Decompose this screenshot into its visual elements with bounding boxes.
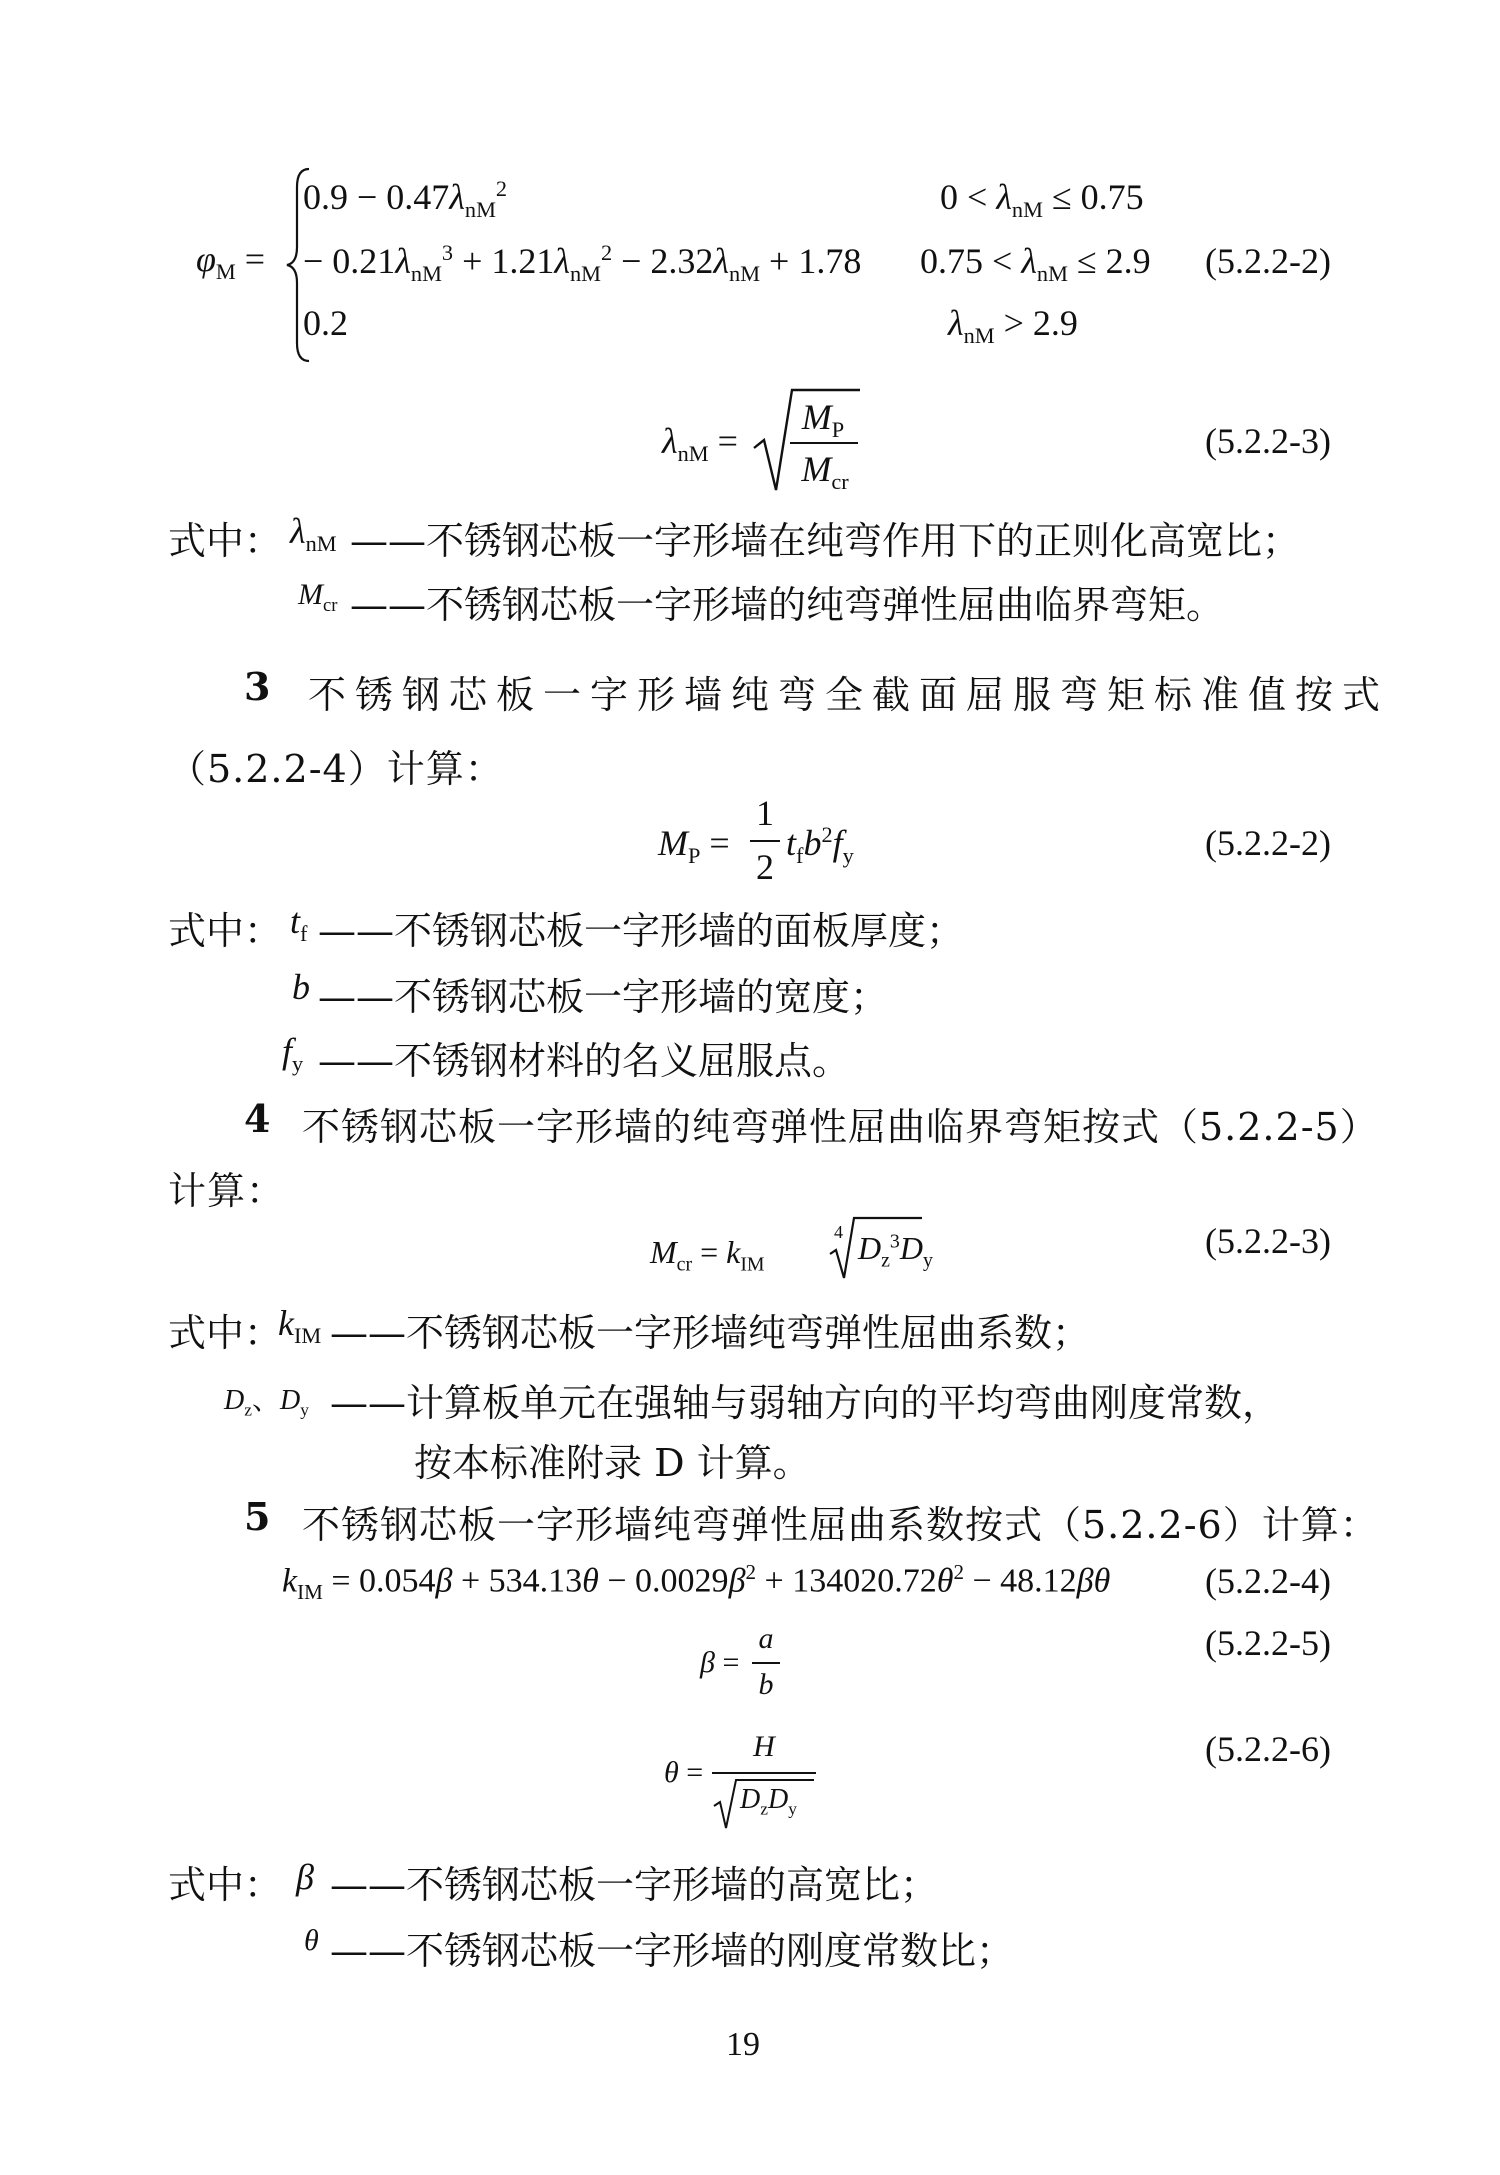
where-prefix: 式中： bbox=[168, 1863, 283, 1907]
phi-case-1-cond: $0 < \lambda_{nM} \le 0.75$ bbox=[940, 177, 1144, 223]
where-continuation: 按本标准附录 D 计算。 bbox=[414, 1441, 811, 1485]
where-prefix: 式中： bbox=[168, 909, 283, 953]
where-symbol: $\lambda_{nM}$ bbox=[290, 511, 337, 557]
where-symbol: b bbox=[292, 967, 310, 1007]
theta-num: H bbox=[753, 1730, 775, 1763]
page-number: 19 bbox=[726, 2026, 760, 2063]
mcr-radicand: $D_z^3D_y$ bbox=[858, 1230, 933, 1272]
where-symbol: $D_z$、$D_y$ bbox=[224, 1385, 309, 1420]
mp-lhs: $M_P$ = bbox=[658, 823, 730, 869]
phi-lhs: $\varphi_M$ = bbox=[196, 239, 266, 285]
equation-number: (5.2.2-2) bbox=[1205, 823, 1331, 863]
phi-case-3-expr: 0.2 bbox=[303, 303, 348, 343]
where-symbol: $M_{cr}$ bbox=[298, 578, 338, 616]
lambda-num: $M_P$ bbox=[801, 397, 845, 443]
fraction-bar bbox=[752, 1662, 780, 1664]
theta-radicand: $D_zD_y$ bbox=[740, 1784, 797, 1819]
mp-rhs: $t_fb^2f_y$ bbox=[786, 822, 854, 869]
paragraph-line: 不锈钢芯板一字形墙纯弯全截面屈服弯矩标准值按式 bbox=[308, 673, 1390, 717]
equation-number: (5.2.2-4) bbox=[1205, 1561, 1331, 1601]
paragraph-line: （5.2.2-4）计算： bbox=[168, 747, 504, 791]
kim-expression: $k_{IM} = 0.054\beta + 534.13\theta - 0.0029\beta^2 + 134020.72\theta^2 - 48.12\beta\theta$ bbox=[282, 1560, 1111, 1605]
where-symbol: $f_y$ bbox=[282, 1031, 304, 1077]
where-description: ——不锈钢芯板一字形墙的宽度； bbox=[318, 975, 889, 1019]
phi-case-2-expr: − $0.21\lambda_{nM}^3 + 1.21\lambda_{nM}^2 - 2.32\lambda_{nM} + 1.78$ bbox=[303, 240, 862, 287]
where-description: ——不锈钢芯板一字形墙的面板厚度； bbox=[318, 909, 965, 953]
mcr-lhs: $M_{cr} = k_{IM}$ bbox=[650, 1234, 765, 1276]
paragraph-line: 计算： bbox=[168, 1169, 286, 1213]
equation-number: (5.2.2-2) bbox=[1205, 241, 1331, 281]
where-prefix: 式中： bbox=[168, 519, 283, 563]
fraction-bar bbox=[790, 442, 858, 444]
where-symbol: $t_f$ bbox=[290, 901, 308, 947]
equation-number: (5.2.2-5) bbox=[1205, 1623, 1331, 1663]
where-symbol: $k_{IM}$ bbox=[278, 1303, 322, 1349]
paragraph-line: 不锈钢芯板一字形墙纯弯弹性屈曲系数按式（5.2.2-6）计算： bbox=[302, 1503, 1379, 1547]
where-description: ——不锈钢芯板一字形墙的纯弯弹性屈曲临界弯矩。 bbox=[350, 583, 1225, 627]
mp-frac-num: 1 bbox=[756, 793, 774, 833]
where-prefix: 式中： bbox=[168, 1311, 283, 1355]
where-description: ——不锈钢芯板一字形墙在纯弯作用下的正则化高宽比； bbox=[350, 519, 1301, 563]
beta-lhs: β = bbox=[700, 1646, 740, 1679]
beta-den: b bbox=[758, 1668, 774, 1701]
beta-num: a bbox=[758, 1622, 774, 1655]
fraction-bar bbox=[750, 840, 780, 842]
where-description: ——计算板单元在强轴与弱轴方向的平均弯曲刚度常数， bbox=[330, 1381, 1281, 1425]
clause-number: 5 bbox=[244, 1494, 272, 1539]
lambda-lhs: $\lambda_{nM}$ = bbox=[662, 421, 738, 467]
lambda-den: $M_{cr}$ bbox=[801, 449, 849, 495]
where-description: ——不锈钢芯板一字形墙纯弯弹性屈曲系数； bbox=[330, 1311, 1091, 1355]
phi-case-1-expr: $0.9 - 0.47\lambda_{nM}^2$ bbox=[303, 176, 508, 223]
clause-number: 3 bbox=[244, 664, 272, 709]
phi-case-3-cond: $\lambda_{nM} > 2.9$ bbox=[948, 303, 1078, 349]
theta-lhs: θ = bbox=[664, 1756, 704, 1789]
clause-number: 4 bbox=[244, 1096, 272, 1141]
where-description: ——不锈钢芯板一字形墙的高宽比； bbox=[330, 1863, 939, 1907]
mp-frac-den: 2 bbox=[756, 847, 774, 887]
paragraph-line: 不锈钢芯板一字形墙的纯弯弹性屈曲临界弯矩按式（5.2.2-5） bbox=[302, 1105, 1379, 1149]
where-symbol: θ bbox=[304, 1924, 319, 1957]
where-symbol: β bbox=[296, 1857, 314, 1897]
root-index: 4 bbox=[834, 1222, 843, 1242]
where-description: ——不锈钢材料的名义屈服点。 bbox=[318, 1039, 851, 1083]
equation-number: (5.2.2-3) bbox=[1205, 1221, 1331, 1261]
where-description: ——不锈钢芯板一字形墙的刚度常数比； bbox=[330, 1929, 1015, 1973]
phi-case-2-cond: $0.75 < \lambda_{nM} \le 2.9$ bbox=[920, 241, 1151, 287]
equation-number: (5.2.2-6) bbox=[1205, 1729, 1331, 1769]
equation-number: (5.2.2-3) bbox=[1205, 421, 1331, 461]
